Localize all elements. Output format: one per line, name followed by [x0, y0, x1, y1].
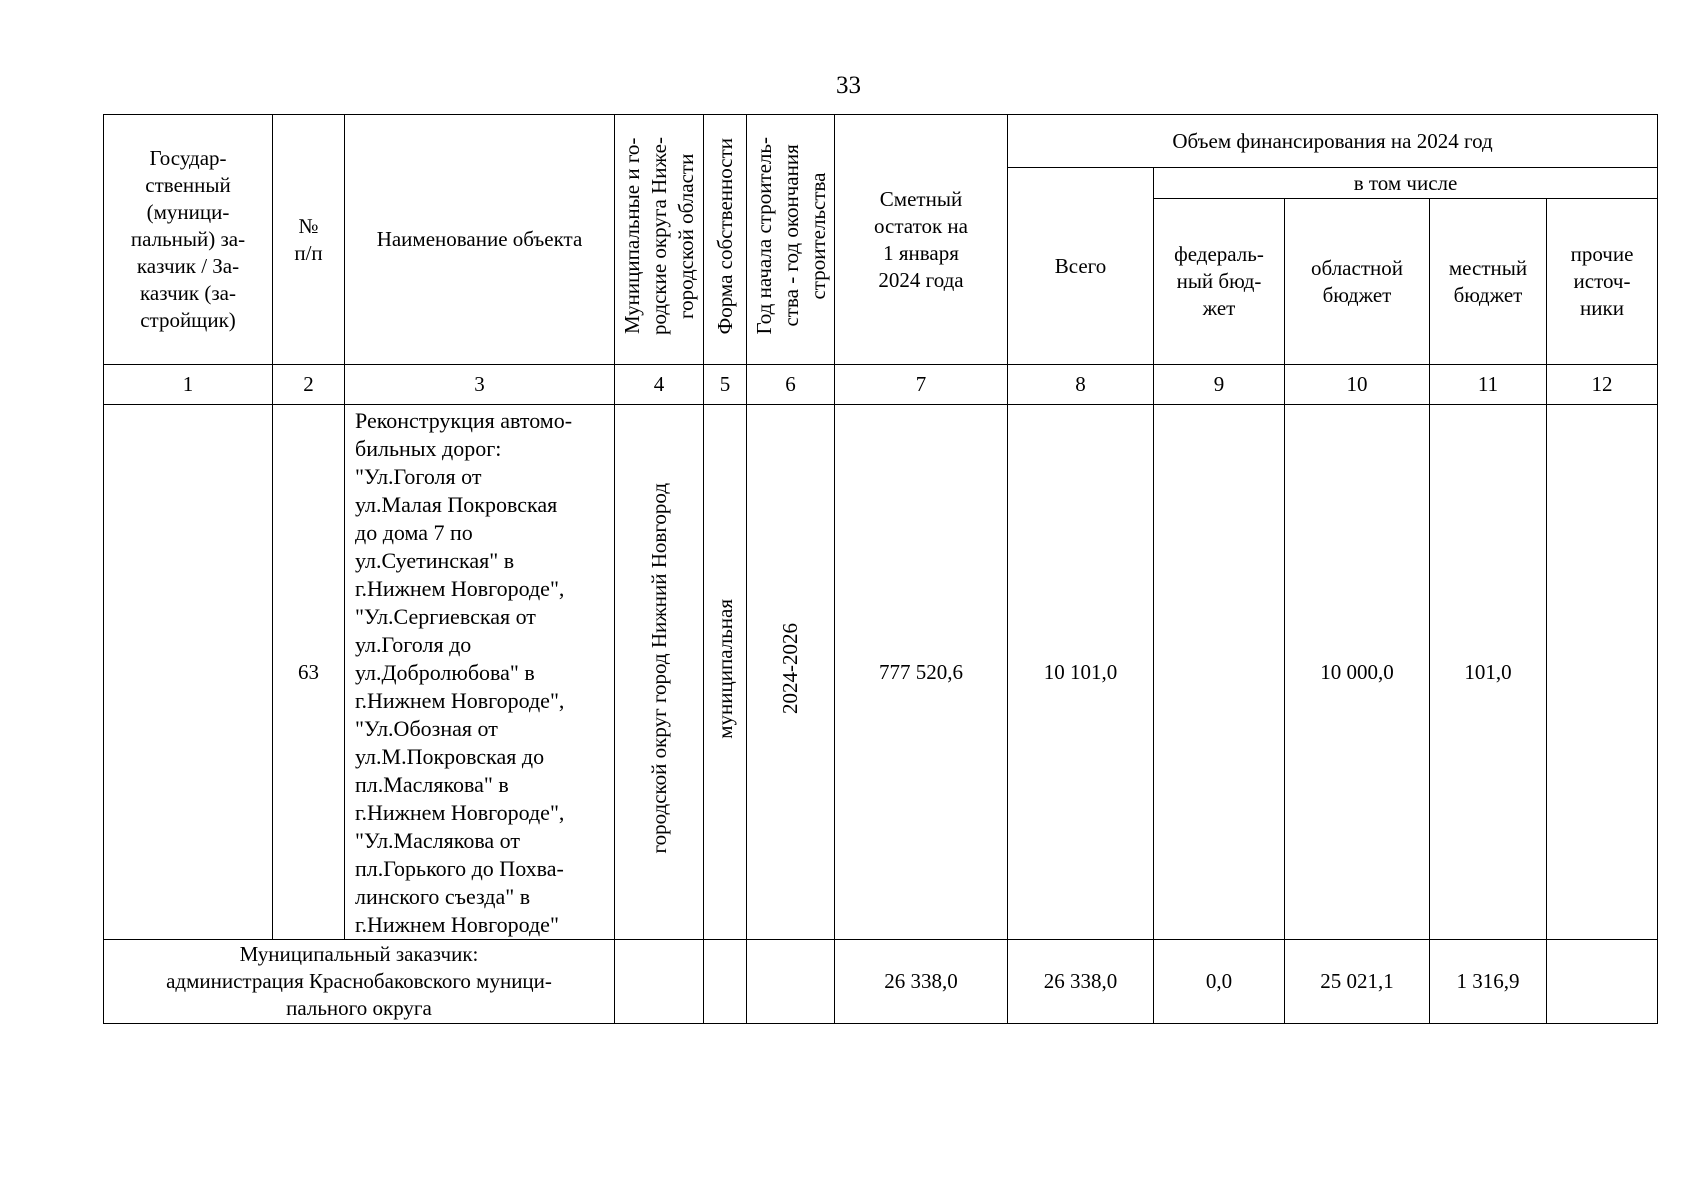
column-number: 9 — [1154, 365, 1285, 405]
summary-ownership — [704, 940, 747, 1024]
row-other — [1547, 405, 1658, 940]
column-number: 1 — [104, 365, 273, 405]
column-number: 3 — [345, 365, 615, 405]
row-ownership: муниципальная — [704, 405, 747, 940]
header-municipal-districts: Муниципальные и го- родские округа Ниже- городской области — [615, 115, 704, 365]
header-total: Всего — [1008, 168, 1154, 365]
header-object-name: Наименование объекта — [345, 115, 615, 365]
row-years: 2024-2026 — [747, 405, 835, 940]
summary-other — [1547, 940, 1658, 1024]
summary-row — [104, 940, 1658, 1024]
row-regional: 10 000,0 — [1285, 405, 1430, 940]
header-row-no: № п/п — [273, 115, 345, 365]
header-construction-years: Год начала строитель- ства - год окончания строительства — [747, 115, 835, 365]
column-number: 12 — [1547, 365, 1658, 405]
row-estimated-balance: 777 520,6 — [835, 405, 1008, 940]
header-including: в том числе — [1154, 168, 1658, 199]
column-number: 10 — [1285, 365, 1430, 405]
row-local: 101,0 — [1430, 405, 1547, 940]
header-other-sources: прочие источ- ники — [1547, 199, 1658, 365]
row-object-name: Реконструкция автомо- бильных дорог: "Ул.Гоголя от ул.Малая Покровская до дома 7 по ул.Суетинская" в г.Нижнем Новгороде", "Ул.Сергиевская от ул.Гоголя до ул.Добролюбова" в г.Нижнем Новгороде", "Ул.Обозная от ул.М.Покровская до пл.Маслякова" в г.Нижнем Новгороде", "Ул.Маслякова от пл.Горького до Похва- линского съезда" в г.Нижнем Новгороде" — [345, 405, 615, 940]
summary-years — [747, 940, 835, 1024]
column-number: 11 — [1430, 365, 1547, 405]
summary-estimated-balance: 26 338,0 — [835, 940, 1008, 1024]
summary-local: 1 316,9 — [1430, 940, 1547, 1024]
row-number: 63 — [273, 405, 345, 940]
column-number: 8 — [1008, 365, 1154, 405]
row-total: 10 101,0 — [1008, 405, 1154, 940]
header-ownership-form: Форма собственности — [704, 115, 747, 365]
header-local-budget: местный бюджет — [1430, 199, 1547, 365]
summary-total: 26 338,0 — [1008, 940, 1154, 1024]
column-number: 4 — [615, 365, 704, 405]
header-regional-budget: областной бюджет — [1285, 199, 1430, 365]
header-estimated-balance: Сметный остаток на 1 января 2024 года — [835, 115, 1008, 365]
financing-table — [103, 114, 1658, 1024]
header-federal-budget: федераль- ный бюд- жет — [1154, 199, 1285, 365]
column-number: 7 — [835, 365, 1008, 405]
column-number: 6 — [747, 365, 835, 405]
header-financing-volume: Объем финансирования на 2024 год — [1008, 115, 1658, 168]
summary-label: Муниципальный заказчик: администрация Краснобаковского муници- пального округа — [104, 940, 615, 1024]
summary-regional: 25 021,1 — [1285, 940, 1430, 1024]
column-numbers-row — [104, 365, 1658, 405]
column-number: 5 — [704, 365, 747, 405]
row-customer — [104, 405, 273, 940]
summary-federal: 0,0 — [1154, 940, 1285, 1024]
page-number: 33 — [836, 72, 861, 99]
header-customer: Государ- ственный (муници- пальный) за- казчик / За- казчик (за- стройщик) — [104, 115, 273, 365]
summary-district — [615, 940, 704, 1024]
table-row — [104, 405, 1658, 940]
row-federal — [1154, 405, 1285, 940]
column-number: 2 — [273, 365, 345, 405]
row-district: городской округ город Нижний Новгород — [615, 405, 704, 940]
